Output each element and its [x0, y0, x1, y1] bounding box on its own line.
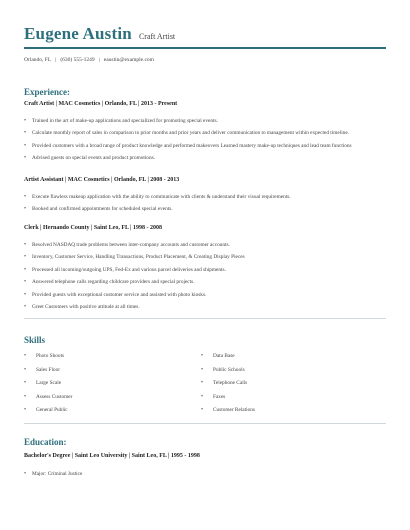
resume-header	[24, 24, 386, 44]
skills-list-right	[201, 350, 255, 418]
job-bullet: • Trained in the art of make-up applications and specialized for promoting special events.	[24, 115, 352, 127]
degree-header: Bachelor's Degree | Saint Leo University | Saint Leo, FL | 1995 - 1998	[24, 453, 200, 459]
contact-separator: |	[98, 57, 100, 63]
job-bullets	[24, 191, 291, 216]
experience-heading: Experience:	[24, 87, 70, 97]
job-bullet: • Processed all incoming/outgoing UPS, Fed-Ex and various parcel deliveries and shipments.	[24, 264, 245, 276]
skill-item: • Assess Customer	[24, 391, 72, 405]
section-divider	[24, 318, 386, 319]
job-bullet: • Resolved NASDAQ trade problems between inter-company accounts and customer accounts.	[24, 239, 245, 251]
job-bullets	[24, 115, 352, 165]
job-bullet: • Advised guests on special events and product promotions.	[24, 152, 352, 164]
contact-separator: |	[55, 57, 57, 63]
skill-item: • Large Scale	[24, 377, 72, 391]
section-divider	[24, 423, 386, 424]
skills-list-left	[24, 350, 72, 418]
job-bullets	[24, 239, 245, 313]
skill-item: • Public Schools	[201, 364, 255, 378]
candidate-title: Craft Artist	[138, 32, 176, 41]
candidate-name: Eugene Austin	[24, 24, 132, 43]
job-header: Artist Assistant | MAC Cosmetics | Orlando, FL | 2008 - 2013	[24, 177, 180, 183]
skill-item: • Customer Relations	[201, 404, 255, 418]
skills-heading: Skills	[24, 335, 46, 345]
contact-line	[24, 57, 154, 63]
job-bullet: • Provided customers with a broad range of product knowledge and performed makeovers Learned mastery make-up techniques and lead team functions	[24, 140, 352, 152]
job-bullet: • Calculate monthly report of sales in comparison to prior months and prior years and deliver communication to management within expected timeline.	[24, 127, 352, 139]
skill-item: • General Public	[24, 404, 72, 418]
skill-item: • Telephone Calls	[201, 377, 255, 391]
email: eaustin@example.com	[103, 57, 154, 63]
skill-item: • Sales Floor	[24, 364, 72, 378]
header-divider	[24, 47, 386, 49]
job-bullet: • Answered telephone calls regarding childcare providers and special projects.	[24, 276, 245, 288]
job-bullet: • Inventory, Customer Service, Handling Transactions, Product Placement, & Creating Display Pieces	[24, 251, 245, 263]
phone: (630) 555-1249	[60, 57, 95, 63]
job-bullet: • Provided guests with exceptional customer service and assisted with photo kiosks.	[24, 289, 245, 301]
education-heading: Education:	[24, 437, 67, 447]
skill-item: • Photo Shoots	[24, 350, 72, 364]
skill-item: • Faxes	[201, 391, 255, 405]
skill-item: • Data Base	[201, 350, 255, 364]
job-bullet: • Execute flawless makeup application with the ability to communicate with clients & understand their visual requirements.	[24, 191, 291, 203]
job-header: Craft Artist | MAC Cosmetics | Orlando, FL | 2013 - Present	[24, 101, 178, 107]
education-bullets	[24, 468, 82, 480]
education-bullet: • Major: Criminal Justice	[24, 468, 82, 480]
job-bullet: • Booked and confirmed appointments for scheduled special events.	[24, 203, 291, 215]
location: Orlando, FL	[24, 57, 52, 63]
job-header: Clerk | Hernando County | Saint Leo, FL | 1998 - 2008	[24, 225, 162, 231]
job-bullet: • Greet Customers with positive attitude at all times.	[24, 301, 245, 313]
